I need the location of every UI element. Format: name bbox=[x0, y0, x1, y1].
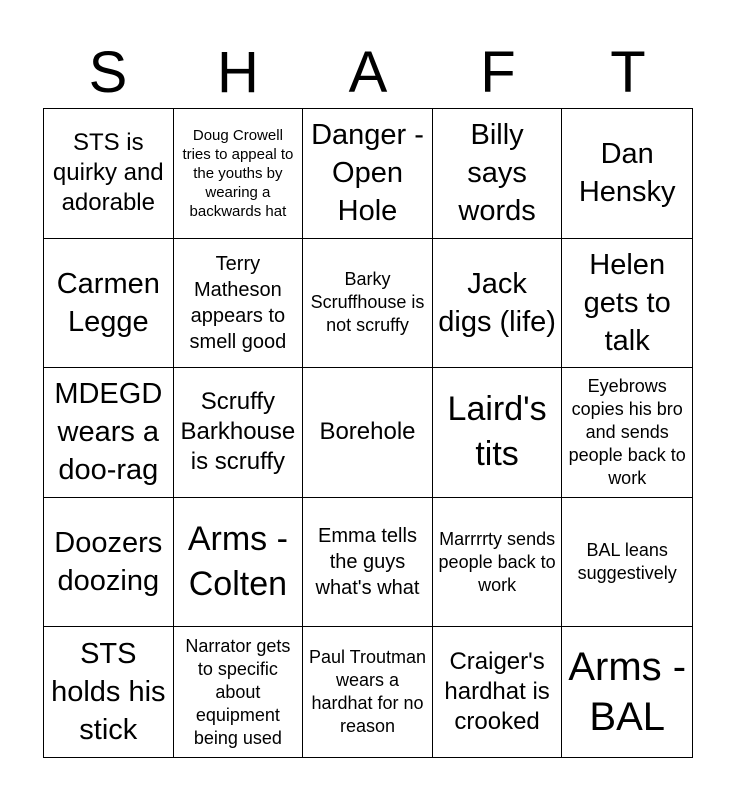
bingo-cell-text: Eyebrows copies his bro and sends people back to work bbox=[568, 375, 686, 488]
bingo-cell-r4c4[interactable] bbox=[433, 498, 563, 628]
bingo-cell-r4c1[interactable] bbox=[44, 498, 174, 628]
bingo-cell-text: Carmen Legge bbox=[56, 267, 160, 338]
bingo-cell-text: Danger - Open Hole bbox=[311, 119, 424, 228]
bingo-cell-text: Helen gets to talk bbox=[583, 248, 671, 357]
bingo-cell-text: Doozers doozing bbox=[54, 527, 163, 598]
bingo-cell-r5c4[interactable] bbox=[433, 627, 563, 757]
bingo-cell-text: STS is quirky and adorable bbox=[52, 129, 164, 217]
bingo-cell-text: BAL leans suggestively bbox=[577, 540, 677, 584]
bingo-cell-text: MDEGD wears a doo-rag bbox=[54, 378, 163, 487]
header-letter-t: T bbox=[610, 40, 646, 105]
bingo-cell-r5c3[interactable] bbox=[303, 627, 433, 757]
bingo-cell-text: Marrrrty sends people back to work bbox=[438, 528, 556, 595]
bingo-cell-text: Jack digs (life) bbox=[438, 267, 556, 338]
bingo-cell-text: Billy says words bbox=[458, 119, 536, 228]
bingo-cell-text: Barky Scruffhouse is not scruffy bbox=[310, 269, 425, 336]
bingo-cell-r1c3[interactable] bbox=[303, 109, 433, 239]
bingo-cell-r3c2[interactable] bbox=[174, 368, 304, 498]
bingo-cell-text: Arms - Colten bbox=[187, 520, 288, 604]
bingo-cell-text: Arms - BAL bbox=[568, 645, 687, 740]
bingo-cell-r5c2[interactable] bbox=[174, 627, 304, 757]
header-letter-s: S bbox=[88, 40, 128, 105]
bingo-board bbox=[43, 108, 693, 758]
bingo-cell-text: Narrator gets to specific about equipment being used bbox=[185, 635, 291, 748]
bingo-cell-r2c2[interactable] bbox=[174, 239, 304, 369]
bingo-cell-r2c5[interactable] bbox=[562, 239, 692, 369]
bingo-cell-r4c5[interactable] bbox=[562, 498, 692, 628]
bingo-cell-r3c5[interactable] bbox=[562, 368, 692, 498]
bingo-cell-r3c4[interactable] bbox=[433, 368, 563, 498]
bingo-cell-r2c1[interactable] bbox=[44, 239, 174, 369]
header-letter-a: A bbox=[348, 40, 388, 105]
bingo-cell-r1c4[interactable] bbox=[433, 109, 563, 239]
bingo-cell-text: Laird's tits bbox=[447, 390, 547, 474]
bingo-cell-r2c4[interactable] bbox=[433, 239, 563, 369]
bingo-cell-r4c2[interactable] bbox=[174, 498, 304, 628]
header-letter-f: F bbox=[480, 40, 516, 105]
bingo-cell-r3c3[interactable] bbox=[303, 368, 433, 498]
bingo-cell-r3c1[interactable] bbox=[44, 368, 174, 498]
bingo-cell-r5c5[interactable] bbox=[562, 627, 692, 757]
bingo-cell-text: Paul Troutman wears a hardhat for no reason bbox=[308, 647, 427, 737]
bingo-cell-r1c5[interactable] bbox=[562, 109, 692, 239]
bingo-cell-text: Scruffy Barkhouse is scruffy bbox=[180, 388, 296, 476]
bingo-cell-text: Terry Matheson appears to smell good bbox=[189, 252, 287, 353]
bingo-cell-text: Doug Crowell tries to appeal to the youths by wearing a backwards hat bbox=[182, 126, 294, 220]
bingo-cell-r1c2[interactable] bbox=[174, 109, 304, 239]
header-letter-h: H bbox=[217, 40, 259, 105]
bingo-header bbox=[43, 40, 693, 106]
bingo-cell-text: Emma tells the guys what's what bbox=[315, 525, 420, 600]
bingo-cell-r4c3[interactable] bbox=[303, 498, 433, 628]
bingo-cell-r1c1[interactable] bbox=[44, 109, 174, 239]
bingo-cell-r2c3[interactable] bbox=[303, 239, 433, 369]
bingo-cell-r5c1[interactable] bbox=[44, 627, 174, 757]
bingo-cell-text: Dan Hensky bbox=[578, 138, 676, 209]
bingo-cell-text: Craiger's hardhat is crooked bbox=[444, 648, 550, 736]
bingo-cell-text: STS holds his stick bbox=[51, 638, 166, 747]
bingo-cell-text: Borehole bbox=[319, 418, 416, 446]
